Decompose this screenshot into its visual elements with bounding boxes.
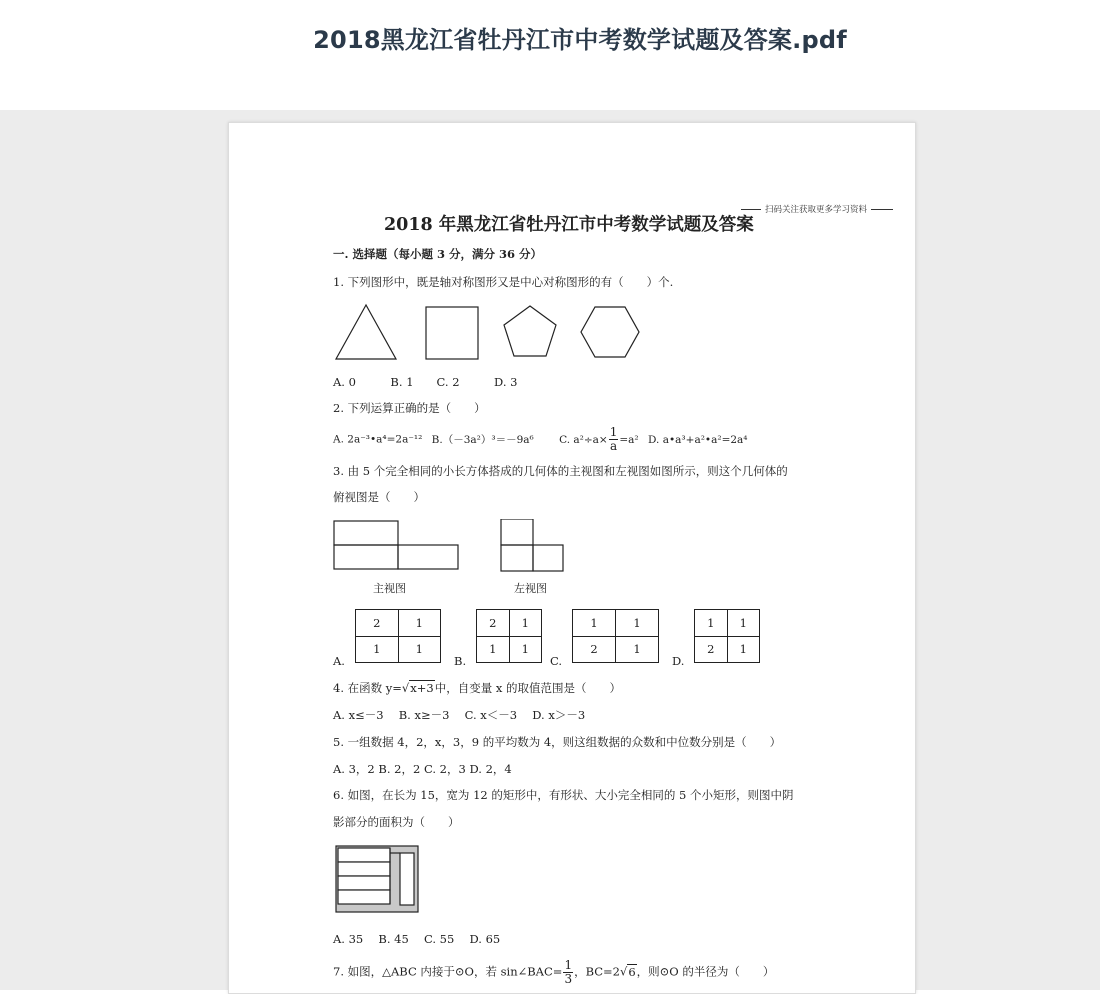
watermark-text: 扫码关注获取更多学习资料 <box>741 203 893 215</box>
small-rect-2 <box>338 862 390 876</box>
small-rect-1 <box>338 848 390 862</box>
pdf-viewer[interactable] <box>0 110 1100 990</box>
sqrt-radicand: x+3 <box>410 681 434 695</box>
front-view-label: 主视图 <box>373 582 406 595</box>
fraction: $\frac{1}{a}$ <box>609 425 618 453</box>
q4-options: A. x≤－3 B. x≥－3 C. x＜－3 D. x＞－3 <box>333 708 586 722</box>
q2-option-c: C. a²÷a× $\frac{1}{a}$ =a² <box>559 425 639 453</box>
question-6-line-1: 6. 如图，在长为 15，宽为 12 的矩形中，有形状、大小完全相同的 5 个小矩形，则图中阴 <box>333 788 794 802</box>
q2-option-b: B.（－3a²）³＝－9a⁶ <box>431 433 534 446</box>
question-4: 4. 在函数 y=√x+3中，自变量 x 的取值范围是（ ） <box>333 681 621 695</box>
q3-option-b-grid: 2 1 1 1 <box>476 609 542 663</box>
q3-option-c-grid: 1 1 2 1 <box>572 609 659 663</box>
question-3-line-1: 3. 由 5 个完全相同的小长方体搭成的几何体的主视图和左视图如图所示，则这个几何体的 <box>333 464 788 478</box>
square-shape <box>426 307 478 359</box>
sqrt-radicand: 6 <box>628 964 636 979</box>
document-title: 2018黑龙江省牡丹江市中考数学试题及答案.pdf <box>313 26 847 54</box>
q3-option-d-grid: 1 1 2 1 <box>694 609 760 663</box>
triangle-shape <box>336 305 396 359</box>
q3-views-figure <box>333 519 573 575</box>
q6-options: A. 35 B. 45 C. 55 D. 65 <box>333 932 501 946</box>
q3-option-a-grid: 2 1 1 1 <box>355 609 441 663</box>
left-view-label: 左视图 <box>514 582 547 595</box>
q2-options <box>333 426 748 453</box>
hexagon-shape <box>581 307 639 357</box>
pentagon-shape <box>504 306 556 356</box>
small-rect-4 <box>338 890 390 904</box>
front-view-bottom-right <box>398 545 458 569</box>
front-view-bottom-left <box>334 545 398 569</box>
q3-option-c-label: C. <box>550 654 563 668</box>
section-heading: 一. 选择题（每小题 3 分，满分 36 分） <box>333 247 543 261</box>
fraction: $\frac{1}{3}$ <box>564 958 573 986</box>
question-2: 2. 下列运算正确的是（ ） <box>333 401 486 415</box>
q5-options: A. 3，2 B. 2，2 C. 2，3 D. 2，4 <box>333 762 512 776</box>
q2-option-d: D. a•a³+a²•a²=2a⁴ <box>648 433 748 446</box>
q3-option-d-label: D. <box>672 654 685 668</box>
q2-option-a: A. 2a⁻³•a⁴=2a⁻¹² <box>333 433 423 446</box>
question-1: 1. 下列图形中，既是轴对称图形又是中心对称图形的有（ ）个. <box>333 275 674 289</box>
front-view-top <box>334 521 398 545</box>
question-6-line-2: 影部分的面积为（ ） <box>333 815 460 829</box>
pdf-page <box>228 122 916 994</box>
left-view-bottom-left <box>501 545 533 571</box>
q3-option-b-label: B. <box>454 654 467 668</box>
question-7: 7. 如图，△ABC 内接于⊙O，若 sin∠BAC= $\frac{1}{3}$ ，BC=2√6，则⊙O 的半径为（ ） <box>333 958 775 986</box>
q6-rectangle-figure <box>335 845 421 915</box>
question-3-line-2: 俯视图是（ ） <box>333 490 425 504</box>
left-view-bottom-right <box>533 545 563 571</box>
question-5: 5. 一组数据 4，2，x，3，9 的平均数为 4，则这组数据的众数和中位数分别是（ ） <box>333 735 782 749</box>
q1-shapes-figure <box>333 301 643 363</box>
left-view-top <box>501 519 533 545</box>
q3-option-a-label: A. <box>333 654 345 668</box>
paper-title: 2018 年黑龙江省牡丹江市中考数学试题及答案 <box>384 215 754 235</box>
q1-options: A. 0 B. 1 C. 2 D. 3 <box>333 375 518 389</box>
small-rect-5 <box>400 853 414 905</box>
header-bar <box>0 0 1100 110</box>
small-rect-3 <box>338 876 390 890</box>
